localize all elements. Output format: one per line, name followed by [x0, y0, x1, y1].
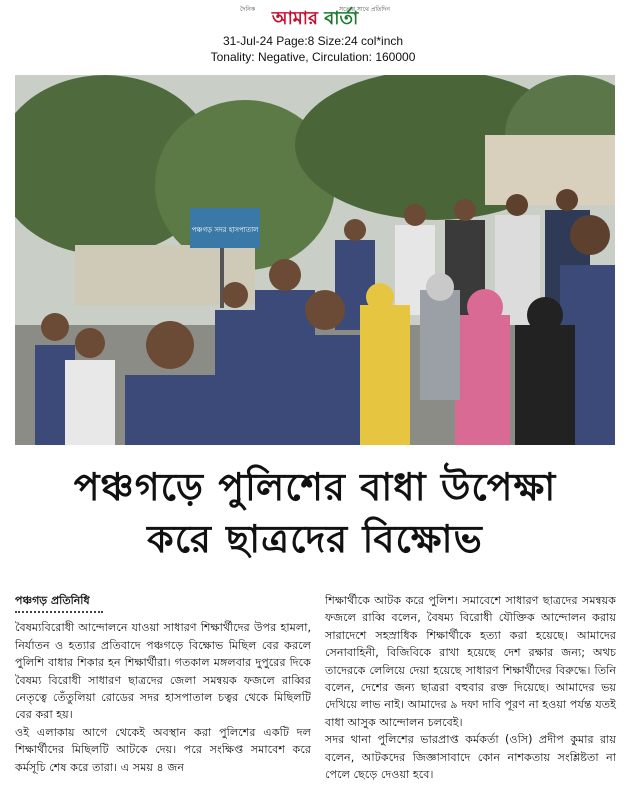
- headline-line-1: পঞ্চগড়ে পুলিশের বাধা উপেক্ষা: [73, 465, 557, 509]
- article-paragraph: বৈষম্যবিরোধী আন্দোলনে যাওয়া সাধারণ শিক্ষার্থীদের উপর হামলা, নির্যাতন ও হত্যার প্রতিবাদে পঞ্চগড়ে বিক্ষোভ মিছিল বের করলে পুলিশি বাধার শিকার হন শিক্ষার্থীরা। গতকাল মঙ্গলবার দুপুরের দিকে বৈষম্য বিরোধী সাধারণ ছাত্রদের জেলা সমন্বয়ক ফজলে রাব্বির নেতৃত্বে তেঁতুলিয়া রোডের সদর হাসপাতাল চত্বর থেকে মিছিলটি বের করা হয়।: [15, 621, 311, 722]
- byline-divider: [15, 611, 103, 613]
- newspaper-logo: [240, 4, 390, 30]
- article-paragraph: শিক্ষার্থীকে আটক করে পুলিশ। সমাবেশে সাধারণ ছাত্রদের সমন্বয়ক ফজলে রাব্বি বলেন, বৈষম্য বিরোধী যৌক্তিক আন্দোলন করায় সারাদেশে সহস্রাধিক শিক্ষার্থীকে হত্যা করা হয়েছে। আমাদের সেনাবাহিনী, বিজিবিকে রাখা হয়েছে দেশ রক্ষার জন্য; অথচ তাদেরকে লেলিয়ে দেয়া হয়েছে সাধারণ শিক্ষার্থীদের বিরুদ্ধে। তিনি বলেন, দেশের জন্য ছাত্ররা বহুবার রক্ত দিয়েছে। আমাদের ভয় দেখিয়ে লাভ নাই। আমাদের ৯ দফা দাবি পূরণ না হওয়া পর্যন্ত যতই বাধা আসুক আন্দোলন চলবেই।: [325, 594, 616, 729]
- logo-part-2: বার্তা: [324, 8, 359, 29]
- news-photo: [15, 75, 615, 445]
- article-column-left: [15, 592, 311, 776]
- logo-part-1: আমার: [271, 8, 318, 29]
- photo-sign-text: পঞ্চগড় সদর হাসপাতাল: [191, 226, 259, 234]
- article-paragraph: ওই এলাকায় আগে থেকেই অবস্থান করা পুলিশের একটি দল শিক্ষার্থীদের মিছিলটি আটকে দেয়। পরে সংক্ষিপ্ত সমাবেশ করে কর্মসূচি শেষ করে তারা। এ সময় ৪ জন: [15, 725, 311, 774]
- headline-line-2: করে ছাত্রদের বিক্ষোভ: [147, 517, 483, 561]
- logo-tagline-right: সত্যের সাথে প্রতিদিন: [339, 6, 390, 13]
- byline: পঞ্চগড় প্রতিনিধি: [15, 594, 90, 607]
- logo-tagline-left: দৈনিক: [240, 6, 256, 13]
- article-paragraph: সদর থানা পুলিশের ভারপ্রাপ্ত কর্মকর্তা (ওসি) প্রদীপ কুমার রায় বলেন, আটকদের জিজ্ঞাসাবাদে কোন নাশকতায় সংশ্লিষ্টতা না পেলে ছেড়ে দেওয়া হবে।: [325, 733, 616, 782]
- masthead: [0, 0, 626, 72]
- article-column-right: [325, 592, 616, 783]
- photo-building: [485, 135, 615, 205]
- logo-wordmark: [240, 8, 390, 30]
- tonality-info: Tonality: Negative, Circulation: 160000: [210, 50, 416, 64]
- clip-info: 31-Jul-24 Page:8 Size:24 col*inch: [222, 34, 404, 48]
- article-headline: [15, 462, 615, 566]
